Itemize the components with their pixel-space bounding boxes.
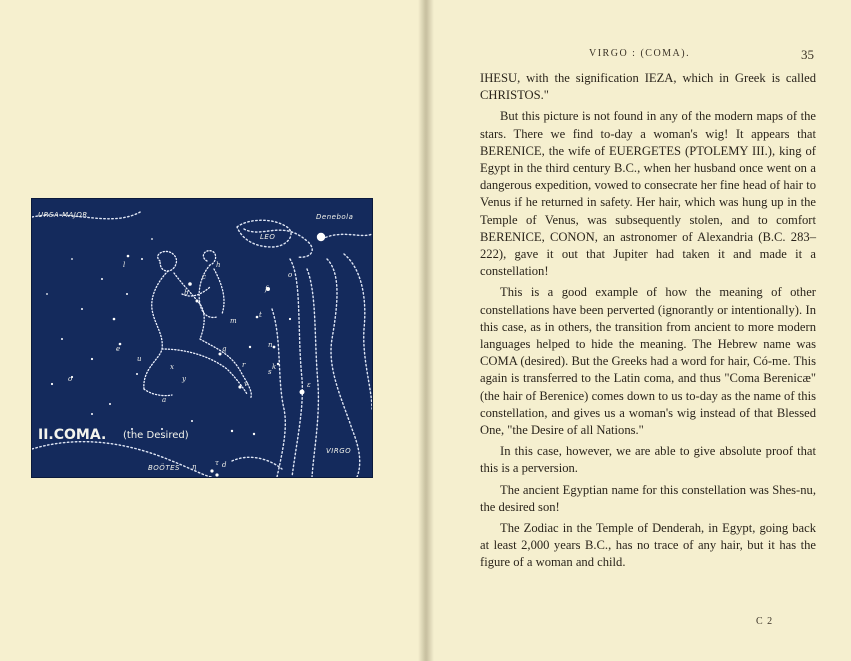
svg-text:m: m	[230, 317, 237, 325]
bootes-label: BOÖTES	[148, 464, 180, 472]
svg-text:o: o	[68, 375, 73, 383]
svg-text:q: q	[222, 345, 227, 353]
svg-text:n: n	[268, 341, 273, 349]
svg-text:f: f	[265, 285, 268, 293]
svg-text:h: h	[216, 261, 221, 269]
virgo-body-1	[327, 259, 360, 477]
body-text	[480, 70, 816, 576]
virgo-robe	[272, 309, 285, 477]
paragraph: But this picture is not found in any of the modern maps of the stars. There we find to-day a woman's wig! It appears that BERENICE, the wife of EUERGETES (PTOLEMY III.), king of Egypt in the third century B.C., when her husband once went on a dangerous expedition, vowed to consecrate her fine head of hair to Venus if he returned in safety. Her hair, which was hung up in the Temple of Venus, was subsequently stolen, and to comfort BERENICE, CONON, an astronomer of Alexandria (B.C. 283–222), gave it out that Jupiter had taken it and made it a constellation!	[480, 109, 816, 279]
running-head: VIRGO : (COMA).	[589, 48, 691, 59]
paragraph: In this case, however, we are able to give absolute proof that this is a perversion.	[480, 444, 816, 476]
svg-text:l: l	[123, 261, 126, 269]
svg-text:a: a	[162, 396, 167, 404]
paragraph: IHESU, with the signification IEZA, which in Greek is called CHRISTOS."	[480, 71, 816, 103]
svg-text:t: t	[259, 311, 262, 319]
svg-text:k: k	[272, 363, 277, 371]
svg-text:τ: τ	[215, 459, 219, 467]
book-gutter	[418, 0, 434, 661]
virgo-line-2	[307, 269, 318, 477]
denebola-star	[317, 233, 325, 241]
svg-text:y: y	[182, 375, 186, 383]
signature-mark: C 2	[756, 616, 774, 627]
svg-text:ε: ε	[307, 381, 311, 389]
ursa-major-label: URSA MAJOR	[38, 211, 88, 219]
plate-title: II.COMA.	[38, 427, 107, 443]
leo-label: LEO	[260, 233, 276, 241]
svg-text:b: b	[184, 289, 189, 297]
svg-text:o: o	[288, 271, 293, 279]
page-number: 35	[801, 47, 814, 62]
svg-text:r: r	[242, 361, 246, 369]
bootes-curve	[232, 457, 282, 469]
svg-text:s: s	[268, 368, 272, 376]
virgo-hair	[322, 234, 372, 239]
denebola-label: Denebola	[316, 213, 354, 221]
constellation-plate	[31, 198, 373, 478]
right-page	[426, 0, 851, 661]
svg-text:e: e	[116, 345, 121, 353]
paragraph: This is a good example of how the meaning of other constellations have been perverted (ignorantly or intentionally). In this case, as in others, the transition from ancient to more modern languages helped to hide the meaning. The Hebrew name was COMA (desired). But the Greeks had a word for hair, Có-me. This again is transferred to the Latin coma, and thus "Coma Berenicæ" (the hair of Berenice) comes down to us to-day as the name of this constellation, and gives us a woman's wig instead of that Blessed One, "the Desire of all Nations."	[480, 285, 816, 438]
virgo-body-2	[344, 254, 372, 409]
virgo-line-1	[290, 259, 302, 477]
svg-text:v: v	[244, 380, 248, 388]
svg-text:x: x	[170, 363, 174, 371]
plate-subtitle: (the Desired)	[123, 430, 189, 441]
paragraph: The Zodiac in the Temple of Denderah, in Egypt, going back at least 2,000 years B.C., has no trace of any hair, but it has the figure of a woman and child.	[480, 521, 816, 570]
svg-text:u: u	[137, 355, 142, 363]
bootes-boundary	[32, 442, 212, 477]
virgo-label: VIRGO	[326, 447, 352, 455]
svg-text:η: η	[192, 463, 197, 471]
svg-text:c: c	[202, 273, 206, 281]
svg-text:d: d	[222, 461, 227, 469]
paragraph: The ancient Egyptian name for this constellation was Shes-nu, the desired son!	[480, 482, 816, 514]
